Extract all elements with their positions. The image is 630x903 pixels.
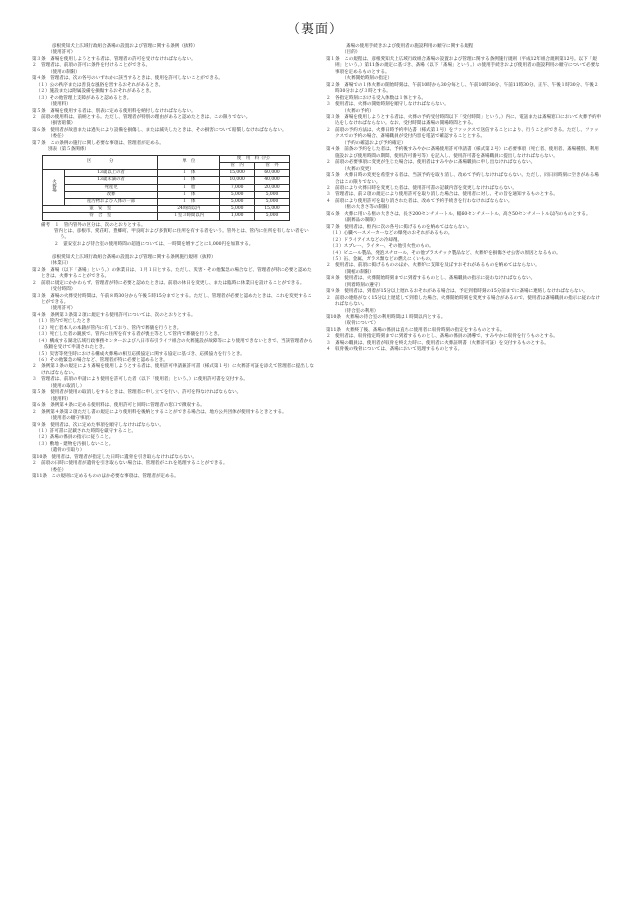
rules-paragraph: ３ 使用者は、火葬の開始時刻を順守しなければならない。 <box>326 102 449 108</box>
regulation-paragraph: 第５条 使用者が使用の取消しをするときは、管理者に申し立てを行い、許可を得なければならない。 <box>32 390 242 396</box>
rules-paragraph: 第７条 使用者は、柩内に次の各号に掲げるものを納めてはならない。 <box>326 224 472 230</box>
rules-paragraph: 第３条 斎場を使用しようとする者は、火葬の予約受付時間以下「受付時間」という。）内に、電話または斎場窓口において火葬予約申込をしなければならない。なお、受付時間は斎場の開場時間とする。 <box>326 114 602 127</box>
rules-paragraph: ３ 管理者は、前２項の規定により使用許可を取り消した場合は、使用者に対し、その旨を通知するものとする。 <box>326 192 558 198</box>
regulation-paragraph: 第11条 この規則に定めるもののほか必要な事項は、管理者が定める。 <box>32 474 179 480</box>
rules-paragraph: 第11条 火葬終了後、斎場の係員は直ちに使用者に収骨時刻の指定をするものとする。 <box>326 327 505 333</box>
fee-in: 5,000 <box>220 191 255 198</box>
regulation-caption: （使用料） <box>48 396 71 402</box>
fee-item: 産汚物および人体の一部 <box>64 198 158 205</box>
fee-row <box>43 191 290 198</box>
regulation-paragraph: ２ 条例第３条の規定により斎場を使用しようとする者は、使用許可申請兼許可書（様式第１号）に火葬許可証を添えて管理者に提出しなければならない。 <box>32 364 314 376</box>
rules-paragraph: ２ 各指定時刻における受入体数は１体とする。 <box>326 95 427 101</box>
fee-header-kubun: 区 分 <box>43 155 158 169</box>
regulation-sub-item: （３）死亡した者の親族で、管内に住所を有する者が喪主等として管内で葬儀を行うとき。 <box>36 332 223 338</box>
regulation-paragraph: ２ 前項に規定にかかわらず、管理者が特に必要と認めたときは、前項の休日を変更し、または臨時に休業日を設けることができる。 <box>32 280 305 286</box>
fee-item: 13歳以上の者 <box>64 170 158 177</box>
regulation-caption: （使用許可） <box>48 306 76 312</box>
rules-paragraph: 第８条 使用者は、火葬開始時刻までに到着するものとし、斎場職員の指示に従わなければならない。 <box>326 276 536 282</box>
ordinance-paragraph: 第５条 斎場を使用する者は、別表に定める使用料を納付しなければならない。 <box>32 108 196 114</box>
regulation-paragraph: 第６条 条例第４条に定める使用料は、使用許可と同時に管理者の窓口で徴収する。 <box>32 403 205 409</box>
fee-in: 5,000 <box>220 198 255 205</box>
regulation-paragraph: 第３条 斎場の火葬受付時間は、午前８時30分から午後５時15分までとする。ただし、管理者が必要と認めたときは、これを変更することができる。 <box>32 293 312 305</box>
ordinance-paragraph: 第４条 管理者は、次の各号のいずれかに該当するときは、使用を許可しないことができる。 <box>32 76 223 82</box>
rules-paragraph: ４ 前項により使用許可を取り消された者は、改めて予約手続きを行わなければならない。 <box>326 198 513 204</box>
fee-header-out: 管 外 <box>255 162 290 169</box>
ordinance-articles <box>32 50 315 153</box>
rules-caption: （目的） <box>342 50 361 56</box>
fee-out: 40,000 <box>255 177 290 184</box>
fee-in: 1,000 <box>220 213 255 220</box>
rules-paragraph: ２ 前項の必要事項に変更が生じた場合は、使用者はすみやかに斎場職員に申し出なければならない。 <box>326 160 536 166</box>
fee-out: 15,000 <box>255 206 290 213</box>
fee-row <box>43 213 290 220</box>
rules-caption: （火葬開始時刻の指定） <box>342 76 393 82</box>
right-column <box>326 44 602 354</box>
fee-row <box>43 206 290 213</box>
page-title: （裏面） <box>286 22 343 37</box>
rules-sub-item: （１）心臓ペースメーカーなどの爆発のおそれがあるもの。 <box>330 231 453 237</box>
rules-paragraph: 第６条 火葬に用いる柩の大きさは、長さ200センチメートル、幅60センチメートル、高さ50センチメートル以内のものとする。 <box>326 211 591 217</box>
fee-out: 5,000 <box>255 198 290 205</box>
ordinance-caption: （使用許可） <box>48 50 76 56</box>
fee-unit: 24時間以内 <box>158 206 220 213</box>
rules-caption: （火葬の予約） <box>342 108 374 114</box>
ordinance-sub-item: （３）その他管理上支障があると認めるとき。 <box>36 95 132 101</box>
fee-note: 備考 １ 管内管外の区分は、次のとおりとする。 <box>41 222 146 228</box>
ordinance-paragraph: 第６条 使用者が故意または過失により設備を損傷し、または滅失したときは、その損害について賠償しなければならない。 <box>32 127 287 133</box>
regulation-paragraph: 第４条 条例第３条第２項に規定する使用許可については、次のとおりとする。 <box>32 312 196 318</box>
regulation-caption: （休業日） <box>48 261 71 267</box>
regulation-caption: （使用者の順守事項） <box>48 416 94 422</box>
rules-sub-item: （５）缶、金属、ガラス類などの燃えにくいもの。 <box>330 256 435 262</box>
left-column <box>32 44 315 481</box>
rules-paragraph: ３ 斎場の職員は、使用者が収骨を終えた時に、使用者に火葬証明書（火葬許可証）を交付するものとする。 <box>326 340 549 346</box>
fee-group-label: 火葬場 <box>43 170 65 206</box>
fee-in: 15,000 <box>220 170 255 177</box>
fee-notes <box>32 223 315 249</box>
fee-item: 13歳未満の者 <box>64 177 158 184</box>
regulation-sub-item: （３）敷地・建物を汚損しないこと。 <box>36 441 114 447</box>
rules-paragraph: ２ 使用者は、収骨指定時刻までに到着するものとし、斎場の係員の誘導で、すみやかに収骨を行うものとする。 <box>326 334 558 340</box>
fee-unit: １ 胎 <box>158 184 220 191</box>
rules-articles <box>326 50 602 353</box>
fee-unit: １ 体 <box>158 198 220 205</box>
fee-row <box>43 184 290 191</box>
regulation-paragraph: 第９条 使用者は、次に定めた事項を順守しなければならない。 <box>32 422 164 428</box>
regulation-sub-item: （２）死亡者本人の本籍が管内に有しており、管内で葬儀を行うとき。 <box>36 325 182 331</box>
ordinance-sub-item: （１）公の秩序または善良な風俗を害するおそれがあるとき。 <box>36 82 164 88</box>
rules-paragraph: 第９条 使用者は、到着が15分以上遅れるおそれがある場合は、予定到着時刻の15分前までに斎場に連絡しなければならない。 <box>326 289 588 295</box>
fee-out: 20,000 <box>255 184 290 191</box>
fee-unit: １室３時間以内 <box>158 213 220 220</box>
ordinance-title: 彦根愛知犬上広域行政組合斎場の設置および管理に関する条例（抜粋） <box>52 44 198 49</box>
rules-paragraph: ２ 前項の予約方法は、火葬日時予約申込書（様式第１号）をファックスで送信することにより、行うことができる。ただし、ファックスでの予約の場合、斎場職員が受付内容を電話で確認することとする。 <box>326 127 599 140</box>
rules-caption: （火葬の変更） <box>342 166 374 172</box>
rules-paragraph: ４ 収骨後の残骨については、斎場において処理するものとする。 <box>326 347 463 353</box>
rules-caption: （待合室の利用） <box>342 308 379 314</box>
regulation-sub-item: （６）その他緊急の場合など、管理者が特に必要と認めるとき。 <box>36 358 168 364</box>
regulation-paragraph: 第２条 斎場（以下「斎場」という。）の休業日は、１月１日とする。ただし、災害・その他緊急の場合など、管理者が特に必要と認めたときは、火葬することができる。 <box>32 267 312 280</box>
fee-header-in: 管 内 <box>220 162 255 169</box>
fee-header-fee: 使 用 料（円） <box>220 155 290 162</box>
regulation-sub-item: （１）許可書に記載された時間を厳守すること。 <box>36 429 137 435</box>
ordinance-caption: （委任） <box>48 134 67 140</box>
regulation-paragraph: ２ 前項の日時に使用者が遺骨を引き取らない場合は、管理者がこれを処理することができる。 <box>32 461 228 467</box>
fee-table <box>42 155 290 221</box>
regulation-articles <box>32 261 315 480</box>
fee-note-item: ２ 霊安室および待合室の使用時間の超過については、一時間を増すごとに1,000円を加算する。 <box>54 241 254 247</box>
regulation-sub-item: （４）構成する湖北広域行政事務センターおよび八日市布引ライフ組合の火葬施設が故障等により使用できないときで、当該管理者から依頼を受けて申請されたとき。 <box>36 338 313 351</box>
rules-paragraph: ２ 前項により火葬日時を変更した者は、使用許可書の記載内容を変更しなければならない。 <box>326 185 517 191</box>
regulation-paragraph: ２ 条例第４条第２項ただし書の規定により使用料を後納とすることができる場合は、地方公共団体が使用するときとする。 <box>32 409 287 415</box>
rules-caption: （到着時刻の遵守） <box>342 282 383 288</box>
regulation-sub-item: （２）斎場の係員の指示に従うこと。 <box>36 435 114 441</box>
rules-sub-item: （２）ドライアイスなどの冷却剤。 <box>330 237 403 243</box>
fee-unit: １ 体 <box>158 191 220 198</box>
fee-in: 5,000 <box>220 206 255 213</box>
rules-sub-item: （３）スプレー、ライター、その他引火性のもの。 <box>330 244 434 250</box>
fee-out: 5,000 <box>255 213 290 220</box>
rules-sub-item: （４）ビニール製品、発泡スチロール、その他プラスチック製品など、火葬炉を損傷させ公害の原因となるもの。 <box>330 250 561 256</box>
fee-row <box>43 177 290 184</box>
regulation-caption: （使用の取消し） <box>48 383 85 389</box>
rules-caption: （副葬品の制限） <box>342 218 379 224</box>
rules-caption: （柩の大きさ等の制限） <box>342 205 393 211</box>
ordinance-sub-item: （２）施設または附属設備を損傷するおそれがあるとき。 <box>36 89 155 95</box>
fee-unit: １ 体 <box>158 170 220 177</box>
ordinance-paragraph: 第７条 この条例の施行に関し必要な事項は、管理者が定める。 <box>32 140 164 146</box>
rules-paragraph: 第10条 火葬場の待合室の利用時間は１時間以内とする。 <box>326 315 446 321</box>
fee-item: 待 合 室 <box>43 213 158 220</box>
fee-in: 10,000 <box>220 177 255 184</box>
rules-paragraph: 第４条 前条の予約をした者は、予約後すみやかに斎場使用許可申請書（様式第２号）に必要事項（死亡者、使用者、斎場種別、利用施設および使用時間の期間、使用許可番号等）を記入し、使用許可書を斎場職員に提出しなければならない。 <box>326 147 599 159</box>
ordinance-paragraph: 第３条 斎場を使用しようとする者は、管理者の許可を受けなければならない。 <box>32 56 196 62</box>
rules-caption: （収骨について） <box>342 321 379 327</box>
rules-paragraph: 第５条 火葬日時の変更を希望する者は、当該予約を取り消し、改めて予約しなければならない。ただし、同日同時刻に空きがある場合はこの限りでない。 <box>326 173 599 185</box>
ordinance-caption: 別表（第５条関係） <box>48 147 89 153</box>
regulation-caption: （受付時間） <box>48 287 76 293</box>
regulation-caption: （遺骨の引取り） <box>48 448 85 454</box>
regulation-sub-item: （５）災害等発生時における構成火葬場の相互応援協定に関する協定に基づき、応援協力を行うとき。 <box>36 351 245 357</box>
regulation-caption: （委任） <box>48 467 67 473</box>
regulation-paragraph: ３ 管理者は、前項の申請により使用を許可した者（以下「使用者」という。）に使用許可書を交付する。 <box>32 377 248 383</box>
ordinance-caption: （損害賠償） <box>48 121 76 127</box>
ordinance-caption: （使用料） <box>48 102 71 108</box>
fee-item: 霊 安 室 <box>43 206 158 213</box>
fee-row <box>43 170 290 177</box>
fee-header-unit: 単 位 <box>158 155 220 169</box>
fee-out: 60,000 <box>255 170 290 177</box>
rules-caption: （開棺の制限） <box>342 269 374 275</box>
ordinance-caption: （使用の制限） <box>48 69 80 75</box>
regulation-sub-item: （１）管内で死亡したとき <box>36 319 91 325</box>
ordinance-paragraph: ２ 前項の使用料は、前納とする。ただし、管理者が特別の理由があると認めたときは、この限りでない。 <box>32 114 251 120</box>
fee-note-item: 管内とは、彦根市、愛荘町、豊郷町、甲良町および多賀町に住所を有する者をいう。管外とは、管内に住所を有しない者をいう。 <box>54 228 309 241</box>
ordinance-paragraph: ２ 管理者は、前項の許可に条件を付けることができる。 <box>32 63 151 69</box>
rules-caption: （予約の確認および予約確定） <box>342 140 406 146</box>
fee-item: 改葬 <box>64 191 158 198</box>
rules-paragraph: ２ 使用者は、前項に掲げるもののほか、火葬炉に支障を及ぼすおそれがあるものを納めてはならない。 <box>326 263 540 269</box>
rules-paragraph: ２ 前項の連絡がなく15分以上遅延して到着した場合、火葬開始時刻を変更する場合があるので、使用者は斎場職員の指示に従わなければならない。 <box>326 295 600 308</box>
fee-row <box>43 198 290 205</box>
rules-paragraph: 第２条 斎場での１体火葬の開始時刻は、午前10時から30分毎とし、午前10時30分、午前11時30分、正午、午後１時30分、午後２時30分および３時とする。 <box>326 82 599 95</box>
rules-title: 斎場の使用手続きおよび使用者の施設利用の順守に関する規程 <box>346 44 474 49</box>
fee-in: 7,000 <box>220 184 255 191</box>
regulation-paragraph: 第10条 使用者は、管理者が指定した日時に遺骨を引き取らなければならない。 <box>32 454 197 460</box>
rules-paragraph: 第１条 この規程は、彦根愛知犬上広域行政組合斎場の設置および管理に関する条例施行規則（平成12年組合規則第12号。以下「規則」という。）第11条の規定に基づき、斎場（以下「斎場」という。）の使用手続きおよび使用者の施設利用の順守について必要な事項を定めるものとする。 <box>326 56 600 75</box>
fee-item: 死産児 <box>64 184 158 191</box>
fee-out: 5,000 <box>255 191 290 198</box>
fee-unit: １ 体 <box>158 177 220 184</box>
regulation-title: 彦根愛知犬上広域行政組合斎場の設置および管理に関する条例施行規則（抜粋） <box>52 254 216 260</box>
